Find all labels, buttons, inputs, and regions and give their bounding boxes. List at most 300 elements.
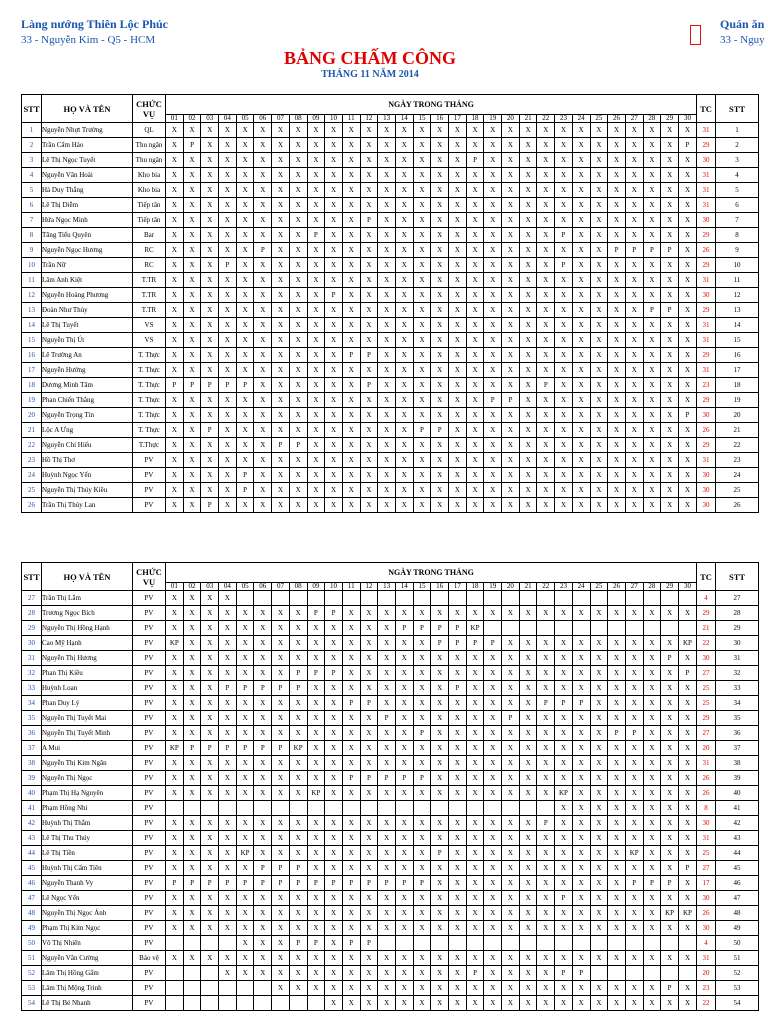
day-cell: P: [678, 138, 696, 153]
day-cell: X: [484, 228, 502, 243]
day-cell: X: [643, 153, 661, 168]
day-cell: X: [395, 138, 413, 153]
day-cell: X: [661, 711, 679, 726]
day-cell: X: [608, 378, 626, 393]
employee-name: Nguyễn Hoàng Phương: [42, 288, 133, 303]
total-workdays: 29: [697, 606, 716, 621]
day-cell: X: [678, 696, 696, 711]
day-cell: X: [360, 183, 378, 198]
day-cell: X: [183, 681, 201, 696]
day-cell: X: [625, 468, 643, 483]
day-cell: X: [201, 921, 219, 936]
employee-position: RC: [133, 243, 166, 258]
day-cell: P: [201, 423, 219, 438]
day-cell: X: [625, 303, 643, 318]
day-cell: X: [219, 606, 237, 621]
day-cell: X: [590, 981, 608, 996]
day-cell: X: [608, 408, 626, 423]
day-cell: X: [272, 333, 290, 348]
total-workdays: 31: [697, 273, 716, 288]
day-cell: X: [183, 498, 201, 513]
day-cell: X: [395, 123, 413, 138]
day-cell: X: [537, 606, 555, 621]
day-cell: X: [519, 288, 537, 303]
day-cell: X: [272, 273, 290, 288]
day-cell: P: [643, 243, 661, 258]
employee-position: Thu ngân: [133, 153, 166, 168]
day-cell: X: [289, 453, 307, 468]
day-cell: X: [678, 741, 696, 756]
day-cell: X: [289, 258, 307, 273]
employee-name: Huỳnh Thị Thắm: [42, 816, 133, 831]
day-cell: X: [449, 981, 467, 996]
day-cell: X: [661, 198, 679, 213]
day-cell: X: [643, 891, 661, 906]
day-cell: X: [449, 606, 467, 621]
day-cell: X: [608, 273, 626, 288]
day-cell: X: [413, 831, 431, 846]
day-cell: P: [661, 981, 679, 996]
day-cell: [555, 936, 573, 951]
day-cell: [449, 801, 467, 816]
day-cell: X: [201, 666, 219, 681]
day-cell: X: [661, 138, 679, 153]
day-cell: [519, 591, 537, 606]
day-cell: X: [413, 711, 431, 726]
day-cell: X: [502, 348, 520, 363]
day-cell: X: [219, 756, 237, 771]
day-cell: X: [325, 786, 343, 801]
day-cell: X: [236, 771, 254, 786]
day-cell: X: [502, 786, 520, 801]
day-cell: X: [625, 711, 643, 726]
day-cell: [555, 621, 573, 636]
day-cell: X: [537, 363, 555, 378]
day-cell: X: [325, 168, 343, 183]
day-cell: X: [254, 651, 272, 666]
row-stt-right: 39: [716, 771, 759, 786]
day-cell: X: [201, 861, 219, 876]
day-cell: [166, 981, 184, 996]
header-position: [133, 95, 166, 123]
day-cell: X: [325, 243, 343, 258]
day-cell: X: [201, 621, 219, 636]
day-cell: X: [183, 438, 201, 453]
day-cell: [254, 591, 272, 606]
day-cell: P: [289, 861, 307, 876]
total-workdays: 23: [697, 378, 716, 393]
day-cell: X: [413, 288, 431, 303]
day-cell: X: [449, 711, 467, 726]
row-stt: 1: [22, 123, 42, 138]
day-cell: [661, 966, 679, 981]
day-cell: X: [625, 681, 643, 696]
day-cell: X: [342, 243, 360, 258]
table-row: [22, 741, 759, 756]
day-cell: X: [201, 696, 219, 711]
day-cell: X: [395, 951, 413, 966]
day-cell: P: [502, 711, 520, 726]
day-cell: X: [449, 468, 467, 483]
day-cell: X: [289, 228, 307, 243]
table-row: [22, 966, 759, 981]
table-row: [22, 711, 759, 726]
day-cell: X: [484, 273, 502, 288]
row-stt-right: 17: [716, 363, 759, 378]
day-cell: X: [502, 318, 520, 333]
row-stt: 14: [22, 318, 42, 333]
day-cell: X: [572, 846, 590, 861]
day-cell: X: [555, 303, 573, 318]
row-stt: 53: [22, 981, 42, 996]
day-cell: X: [360, 123, 378, 138]
header-total: TC: [697, 95, 716, 123]
day-cell: X: [395, 906, 413, 921]
employee-name: Nguyễn Thị Thúy Kiều: [42, 483, 133, 498]
day-cell: X: [289, 303, 307, 318]
employee-name: Phạm Thị Hạ Nguyên: [42, 786, 133, 801]
day-cell: X: [272, 153, 290, 168]
day-cell: X: [183, 393, 201, 408]
day-cell: X: [431, 876, 449, 891]
day-cell: X: [572, 423, 590, 438]
day-cell: X: [236, 711, 254, 726]
day-cell: X: [342, 621, 360, 636]
day-cell: X: [643, 996, 661, 1011]
employee-position: PV: [133, 981, 166, 996]
day-cell: X: [678, 153, 696, 168]
day-cell: [342, 801, 360, 816]
row-stt-right: 43: [716, 831, 759, 846]
day-cell: X: [219, 423, 237, 438]
day-cell: P: [307, 666, 325, 681]
day-cell: X: [360, 453, 378, 468]
day-cell: X: [661, 831, 679, 846]
day-cell: X: [395, 273, 413, 288]
day-cell: X: [431, 756, 449, 771]
day-cell: X: [572, 333, 590, 348]
table-row: [22, 996, 759, 1011]
day-cell: X: [466, 816, 484, 831]
day-cell: X: [395, 711, 413, 726]
day-cell: X: [307, 636, 325, 651]
day-cell: X: [643, 273, 661, 288]
day-cell: X: [449, 498, 467, 513]
day-cell: X: [572, 861, 590, 876]
table-row: [22, 606, 759, 621]
day-cell: X: [519, 153, 537, 168]
day-cell: X: [625, 438, 643, 453]
day-cell: X: [643, 138, 661, 153]
row-stt: 25: [22, 483, 42, 498]
day-cell: X: [254, 423, 272, 438]
day-cell: X: [219, 453, 237, 468]
day-cell: X: [555, 408, 573, 423]
day-cell: X: [378, 168, 396, 183]
day-cell: X: [413, 741, 431, 756]
day-cell: X: [219, 318, 237, 333]
row-stt-right: 13: [716, 303, 759, 318]
day-cell: X: [590, 438, 608, 453]
table-row: [22, 771, 759, 786]
day-cell: X: [272, 138, 290, 153]
day-cell: X: [272, 393, 290, 408]
day-cell: [431, 936, 449, 951]
day-number-header: 20: [502, 583, 520, 591]
day-cell: X: [661, 816, 679, 831]
day-cell: X: [590, 801, 608, 816]
day-cell: X: [484, 483, 502, 498]
day-cell: X: [395, 726, 413, 741]
day-cell: X: [395, 741, 413, 756]
day-cell: X: [431, 951, 449, 966]
day-cell: X: [219, 213, 237, 228]
table-row: [22, 696, 759, 711]
day-cell: X: [661, 288, 679, 303]
day-cell: X: [519, 771, 537, 786]
day-cell: X: [466, 861, 484, 876]
day-cell: X: [484, 408, 502, 423]
employee-name: Lộc A Ưng: [42, 423, 133, 438]
day-cell: X: [643, 906, 661, 921]
day-cell: P: [378, 876, 396, 891]
day-cell: X: [661, 168, 679, 183]
day-cell: X: [484, 981, 502, 996]
day-cell: X: [502, 651, 520, 666]
day-cell: X: [183, 168, 201, 183]
day-cell: X: [325, 711, 343, 726]
day-cell: P: [307, 876, 325, 891]
day-cell: X: [236, 213, 254, 228]
day-cell: X: [466, 363, 484, 378]
day-cell: X: [590, 393, 608, 408]
employee-position: Tiếp tân: [133, 198, 166, 213]
employee-position: PV: [133, 831, 166, 846]
day-cell: X: [413, 951, 431, 966]
day-cell: P: [466, 966, 484, 981]
day-cell: X: [325, 771, 343, 786]
day-cell: X: [413, 183, 431, 198]
table-row: [22, 363, 759, 378]
row-stt-right: 5: [716, 183, 759, 198]
employee-name: Nguyễn Văn Cường: [42, 951, 133, 966]
day-cell: X: [307, 453, 325, 468]
day-cell: X: [537, 303, 555, 318]
day-cell: X: [661, 636, 679, 651]
row-stt: 42: [22, 816, 42, 831]
day-cell: X: [572, 453, 590, 468]
day-cell: X: [678, 996, 696, 1011]
day-cell: X: [360, 438, 378, 453]
day-cell: P: [289, 876, 307, 891]
day-cell: X: [466, 951, 484, 966]
day-cell: X: [431, 606, 449, 621]
day-cell: X: [502, 183, 520, 198]
day-cell: X: [431, 921, 449, 936]
day-cell: X: [678, 786, 696, 801]
day-cell: X: [661, 666, 679, 681]
day-cell: X: [608, 213, 626, 228]
day-cell: X: [289, 468, 307, 483]
day-cell: X: [272, 696, 290, 711]
day-cell: P: [289, 936, 307, 951]
day-number-header: 12: [360, 115, 378, 123]
day-cell: X: [166, 423, 184, 438]
day-cell: X: [219, 786, 237, 801]
day-number-header: 02: [183, 583, 201, 591]
day-cell: X: [502, 198, 520, 213]
day-cell: X: [413, 273, 431, 288]
day-cell: P: [484, 393, 502, 408]
total-workdays: 27: [697, 726, 716, 741]
day-cell: X: [395, 996, 413, 1011]
day-cell: X: [661, 123, 679, 138]
day-cell: X: [395, 696, 413, 711]
day-number-header: 08: [289, 115, 307, 123]
day-cell: X: [413, 258, 431, 273]
day-cell: X: [678, 891, 696, 906]
day-cell: [236, 591, 254, 606]
table-row: [22, 423, 759, 438]
day-cell: KP: [236, 846, 254, 861]
day-cell: [201, 981, 219, 996]
day-cell: X: [678, 288, 696, 303]
day-cell: X: [307, 696, 325, 711]
day-cell: X: [166, 771, 184, 786]
row-stt-right: 37: [716, 741, 759, 756]
day-cell: X: [678, 168, 696, 183]
day-cell: X: [449, 168, 467, 183]
day-cell: X: [608, 153, 626, 168]
day-cell: X: [555, 861, 573, 876]
day-cell: X: [378, 288, 396, 303]
day-cell: X: [449, 771, 467, 786]
day-cell: X: [307, 906, 325, 921]
day-cell: X: [572, 273, 590, 288]
total-workdays: 30: [697, 498, 716, 513]
day-cell: P: [360, 348, 378, 363]
day-cell: X: [378, 651, 396, 666]
day-cell: X: [289, 318, 307, 333]
day-cell: X: [342, 303, 360, 318]
day-cell: X: [590, 303, 608, 318]
day-cell: X: [484, 423, 502, 438]
table-row: [22, 816, 759, 831]
header-name: HỌ VÀ TÊN: [42, 95, 133, 123]
day-cell: X: [555, 348, 573, 363]
employee-position: VS: [133, 318, 166, 333]
day-cell: X: [219, 636, 237, 651]
header-days-in-month: NGÀY TRONG THÁNG: [166, 563, 697, 583]
day-cell: X: [625, 906, 643, 921]
day-cell: X: [413, 891, 431, 906]
day-cell: P: [272, 741, 290, 756]
employee-name: Nguyễn Thị Kim Ngân: [42, 756, 133, 771]
day-cell: X: [519, 198, 537, 213]
day-cell: X: [643, 123, 661, 138]
day-cell: P: [325, 666, 343, 681]
day-cell: X: [201, 771, 219, 786]
day-cell: P: [413, 621, 431, 636]
day-cell: X: [307, 966, 325, 981]
day-cell: X: [608, 816, 626, 831]
total-workdays: 29: [697, 228, 716, 243]
day-cell: X: [272, 348, 290, 363]
day-cell: X: [537, 123, 555, 138]
day-cell: P: [555, 228, 573, 243]
day-cell: X: [395, 483, 413, 498]
day-cell: X: [272, 936, 290, 951]
day-cell: X: [325, 198, 343, 213]
day-cell: X: [519, 333, 537, 348]
day-cell: X: [183, 273, 201, 288]
day-cell: X: [502, 303, 520, 318]
day-cell: X: [413, 606, 431, 621]
day-cell: X: [537, 966, 555, 981]
day-cell: X: [643, 378, 661, 393]
day-cell: X: [643, 651, 661, 666]
day-cell: [166, 936, 184, 951]
day-cell: X: [325, 891, 343, 906]
day-cell: X: [183, 153, 201, 168]
day-cell: X: [661, 741, 679, 756]
day-cell: X: [484, 741, 502, 756]
day-cell: X: [625, 408, 643, 423]
day-cell: X: [643, 726, 661, 741]
total-workdays: 31: [697, 756, 716, 771]
day-cell: X: [537, 348, 555, 363]
day-cell: X: [360, 318, 378, 333]
total-workdays: 29: [697, 438, 716, 453]
day-cell: X: [236, 153, 254, 168]
day-cell: X: [201, 951, 219, 966]
day-cell: X: [289, 273, 307, 288]
day-cell: [183, 981, 201, 996]
company-header: [21, 16, 168, 48]
day-cell: X: [625, 423, 643, 438]
table-row: [22, 333, 759, 348]
day-cell: X: [466, 183, 484, 198]
table-row: [22, 831, 759, 846]
day-cell: X: [360, 198, 378, 213]
day-cell: P: [360, 378, 378, 393]
day-cell: X: [342, 273, 360, 288]
day-cell: X: [484, 168, 502, 183]
day-cell: P: [661, 243, 679, 258]
day-cell: X: [555, 123, 573, 138]
employee-name: Nguyễn Nhựt Trường: [42, 123, 133, 138]
day-cell: X: [166, 303, 184, 318]
table-row: [22, 651, 759, 666]
day-cell: X: [537, 483, 555, 498]
day-cell: X: [572, 348, 590, 363]
day-cell: X: [201, 258, 219, 273]
day-cell: X: [590, 318, 608, 333]
day-cell: X: [643, 423, 661, 438]
day-cell: X: [625, 741, 643, 756]
day-number-header: 21: [519, 115, 537, 123]
day-cell: P: [236, 483, 254, 498]
day-cell: X: [590, 408, 608, 423]
day-cell: X: [272, 363, 290, 378]
header-stt: STT: [22, 563, 42, 591]
day-cell: X: [325, 423, 343, 438]
day-cell: X: [555, 741, 573, 756]
day-cell: X: [466, 288, 484, 303]
day-cell: X: [537, 468, 555, 483]
day-cell: X: [484, 606, 502, 621]
day-cell: X: [466, 666, 484, 681]
